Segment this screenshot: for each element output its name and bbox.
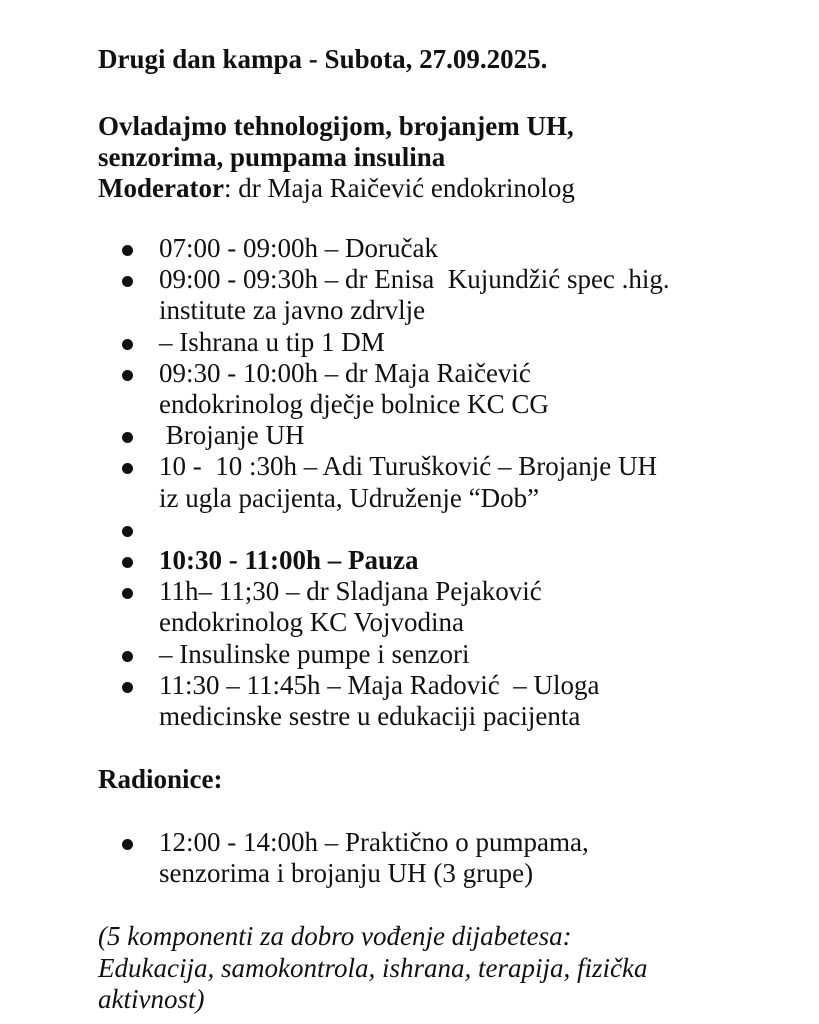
schedule-item-text: 09:30 - 10:00h – dr Maja Raičević [159, 357, 531, 388]
schedule-item [0, 670, 670, 732]
bullet-icon [122, 463, 133, 474]
workshop-item [0, 827, 589, 889]
schedule-item-text-cont: iz ugla pacijenta, Udruženje “Dob” [159, 482, 540, 513]
schedule-item-text-cont: medicinske sestre u edukaciji pacijenta [159, 701, 581, 732]
bullet-icon [122, 682, 133, 693]
workshop-item-text-cont: senzorima i brojanju UH (3 grupe) [159, 858, 534, 889]
schedule-item-text: 10 - 10 :30h – Adi Turušković – Brojanje UH [159, 451, 658, 482]
moderator-label: Moderator [98, 173, 224, 203]
schedule-item-text: – Ishrana u tip 1 DM [159, 326, 385, 357]
workshops-list [0, 827, 589, 889]
moderator-value: : dr Maja Raičević endokrinolog [223, 173, 575, 203]
footnote [98, 921, 647, 1016]
schedule-item-text: 09:00 - 09:30h – dr Enisa Kujundžić spec .hig. [159, 264, 670, 295]
bullet-icon [122, 276, 133, 287]
bullet-icon [122, 651, 133, 662]
schedule-item [0, 639, 670, 670]
moderator-line [98, 173, 575, 204]
bullet-icon [122, 370, 133, 381]
bullet-icon [122, 588, 133, 599]
schedule-item-text-cont: institute za javno zdrvlje [159, 295, 426, 326]
workshop-item-text: 12:00 - 14:00h – Praktično o pumpama, [159, 827, 589, 857]
footnote-line3: aktivnost) [98, 984, 205, 1014]
schedule-item [0, 327, 670, 358]
schedule-item [0, 420, 670, 451]
schedule-item [0, 451, 670, 513]
bullet-icon [122, 557, 133, 568]
footnote-line1: (5 komponenti za dobro vođenje dijabetesa: [98, 921, 572, 951]
schedule-item [0, 264, 670, 326]
schedule-item-empty [0, 514, 670, 545]
page-title: Drugi dan kampa - Subota, 27.09.2025. [98, 44, 548, 74]
schedule-item [0, 358, 670, 420]
schedule-item [0, 576, 670, 638]
schedule-item-text [159, 514, 670, 545]
schedule-item-text: 07:00 - 09:00h – Doručak [159, 233, 438, 263]
schedule-item-break [0, 545, 670, 576]
bullet-icon [122, 839, 133, 850]
schedule-item-text: – Insulinske pumpe i senzori [159, 638, 470, 669]
schedule-item [0, 233, 670, 264]
schedule-item-text: 10:30 - 11:00h – Pauza [159, 545, 419, 576]
footnote-line2: Edukacija, samokontrola, ishrana, terapija, fizička [98, 952, 648, 983]
bullet-icon [122, 339, 133, 350]
workshops-heading: Radionice: [98, 764, 223, 794]
bullet-icon [122, 526, 133, 537]
schedule-item-text-cont: endokrinolog dječje bolnice KC CG [159, 389, 549, 420]
schedule-item-text: Brojanje UH [159, 420, 305, 451]
session-title-line2: senzorima, pumpama insulina [98, 142, 446, 172]
schedule-item-text-cont: endokrinolog KC Vojvodina [159, 607, 465, 638]
schedule-list [0, 233, 670, 732]
schedule-item-text: 11:30 – 11:45h – Maja Radović – Uloga [159, 669, 600, 700]
schedule-item-text: 11h– 11;30 – dr Sladjana Pejaković [159, 576, 542, 607]
bullet-icon [122, 432, 133, 443]
session-title-line1: Ovladajmo tehnologijom, brojanjem UH, [98, 111, 574, 141]
bullet-icon [122, 245, 133, 256]
